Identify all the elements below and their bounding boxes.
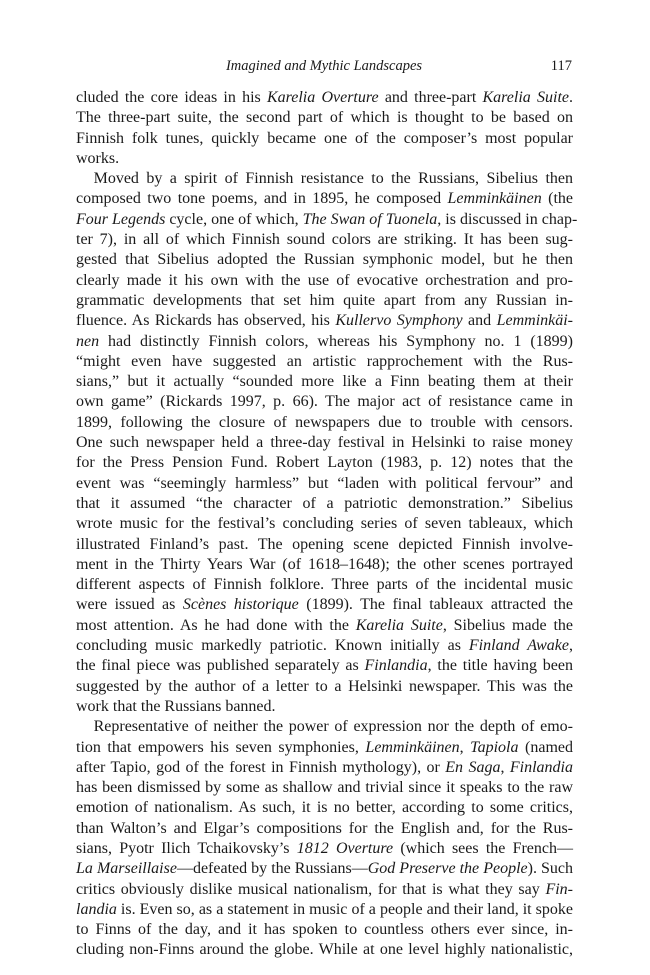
- text-run: (1899). The final tableaux attracted the: [298, 596, 574, 614]
- text-run: critics obviously dislike musical nationalism, for that is what they say: [76, 880, 546, 898]
- text-run: cluding non-Finns around the globe. While at one level highly nationalistic,: [76, 941, 573, 959]
- text-run: suggested by the author of a letter to a Helsinki newspaper. This was the: [76, 677, 573, 695]
- text-line: [76, 474, 573, 494]
- text-run: works.: [76, 149, 120, 167]
- text-run: Moved by a spirit of Finnish resistance to the Russians, Sibelius then: [93, 170, 573, 188]
- text-line: [76, 555, 573, 575]
- text-line: [76, 108, 573, 128]
- text-run: is. Even so, as a statement in music of a people and their land, it spoke: [116, 900, 573, 918]
- text-line: [76, 616, 573, 636]
- text-line: [76, 717, 573, 737]
- text-line: [76, 798, 573, 818]
- text-run: had distinctly Finnish colors, whereas his Symphony no. 1 (1899): [99, 332, 573, 350]
- text-run: 1899, following the closure of newspapers due to trouble with censors.: [76, 413, 573, 431]
- text-line: [76, 920, 573, 940]
- text-line: [76, 230, 573, 250]
- text-line: [76, 210, 578, 230]
- text-run: emotion of nationalism. As such, it is no better, according to some critics,: [76, 799, 573, 817]
- text-run: illustrated Finland’s past. The opening scene depicted Finnish involve-: [76, 535, 573, 553]
- italic-title: Karelia Suite: [482, 89, 569, 106]
- text-run: and: [462, 312, 497, 330]
- text-run: grammatic developments that set him quite apart from any Russian in-: [76, 291, 573, 309]
- text-run: concluding music markedly patriotic. Known initially as: [76, 637, 469, 655]
- text-run: ment in the Thirty Years War (of 1618–1648); the other scenes portrayed: [76, 555, 573, 573]
- italic-title: En Saga: [445, 758, 501, 776]
- text-run: different aspects of Finnish folklore. Three parts of the incidental music: [76, 576, 573, 594]
- running-head: [76, 56, 572, 76]
- text-run: after Tapio, god of the forest in Finnish mythology), or: [76, 758, 446, 776]
- text-run: ). Such: [527, 860, 574, 878]
- text-line: [76, 250, 573, 270]
- italic-title: The Swan of Tuonela: [302, 210, 438, 228]
- italic-title: landia: [76, 900, 117, 918]
- text-run: ,: [459, 738, 471, 756]
- italic-title: Finlandia: [364, 657, 428, 675]
- text-run: —defeated by the Russians—: [176, 860, 368, 878]
- text-run: that it assumed “the character of a patriotic demonstration.” Sibelius: [76, 494, 573, 512]
- text-line: [76, 433, 573, 453]
- text-run: , Sibelius made the: [442, 616, 573, 634]
- text-line: [76, 453, 573, 473]
- text-line: [76, 778, 573, 798]
- text-run: for the Press Pension Fund. Robert Layton (1983, p. 12) notes that the: [76, 454, 573, 472]
- italic-title: Karelia Suite: [355, 616, 443, 634]
- text-line: [76, 149, 573, 169]
- italic-title: La Marseillaise: [76, 860, 177, 878]
- text-line: [76, 392, 573, 412]
- body-text: [76, 88, 578, 961]
- text-run: than Walton’s and Elgar’s compositions for the English and, for the Rus-: [76, 819, 573, 837]
- text-run: clearly made it his own with the use of evocative orchestration and pro-: [76, 271, 573, 289]
- text-line: [76, 839, 573, 859]
- italic-title: Lemminkäinen: [447, 190, 542, 208]
- text-run: gested that Sibelius adopted the Russian symphonic model, but he then: [76, 251, 573, 269]
- text-line: [76, 332, 573, 352]
- italic-title: nen: [76, 332, 100, 350]
- text-line: [76, 697, 573, 717]
- text-line: [76, 291, 573, 311]
- text-run: ,: [569, 637, 573, 655]
- text-run: tion that empowers his seven symphonies,: [76, 738, 366, 756]
- text-run: to Finns of the day, and it has spoken to countless others ever since, in-: [76, 921, 573, 939]
- running-title: Imagined and Mythic Landscapes: [225, 58, 423, 74]
- text-run: The three-part suite, the second part of which is thought to be based on: [76, 109, 573, 127]
- text-run: event was “seemingly harmless” but “laden with political fervour” and: [76, 474, 573, 492]
- text-line: [76, 880, 573, 900]
- italic-title: Fin-: [545, 880, 573, 898]
- text-line: [76, 494, 573, 514]
- text-run: work that the Russians banned.: [76, 697, 276, 715]
- text-run: own game” (Rickards 1997, p. 66). The major act of resistance came in: [76, 393, 573, 411]
- text-line: [76, 859, 573, 879]
- text-line: [76, 88, 573, 108]
- italic-title: Finlandia: [509, 758, 573, 776]
- text-run: cluded the core ideas in his: [76, 89, 267, 106]
- text-run: , the title having been: [427, 657, 573, 675]
- italic-title: Karelia Overture: [266, 89, 379, 106]
- text-run: sians,” but it actually “sounded more like a Finn beating them at their: [76, 373, 573, 391]
- text-run: Finnish folk tunes, quickly became one of the composer’s most popular: [76, 129, 573, 147]
- text-line: [76, 819, 573, 839]
- text-run: , is discussed in chap-: [437, 210, 578, 228]
- text-run: cycle, one of which,: [165, 210, 303, 228]
- text-line: [76, 738, 573, 758]
- text-line: [76, 656, 573, 676]
- text-line: [76, 169, 573, 189]
- text-line: [76, 129, 573, 149]
- text-line: [76, 514, 573, 534]
- text-run: fluence. As Rickards has observed, his: [76, 312, 336, 330]
- text-line: [76, 758, 573, 778]
- text-line: [76, 352, 573, 372]
- text-run: (which sees the French—: [393, 839, 573, 857]
- text-line: [76, 413, 573, 433]
- text-line: [76, 575, 573, 595]
- italic-title: Kullervo Symphony: [335, 312, 463, 330]
- text-line: [76, 900, 573, 920]
- italic-title: God Preserve the People: [367, 860, 528, 878]
- text-line: [76, 271, 573, 291]
- text-run: were issued as: [76, 596, 183, 614]
- text-run: (the: [541, 190, 574, 208]
- text-line: [76, 677, 573, 697]
- text-line: [76, 940, 573, 960]
- text-run: One such newspaper held a three-day festival in Helsinki to raise money: [76, 434, 573, 452]
- italic-title: Four Legends: [76, 210, 166, 228]
- text-run: has been dismissed by some as shallow and trivial since it speaks to the raw: [76, 779, 573, 797]
- italic-title: Scènes historique: [182, 596, 299, 614]
- text-run: (named: [518, 738, 574, 756]
- text-run: the final piece was published separately as: [76, 657, 365, 675]
- text-run: wrote music for the festival’s concluding series of seven tableaux, which: [76, 515, 573, 533]
- text-run: and three-part: [378, 89, 483, 106]
- text-line: [76, 372, 573, 392]
- page-number: 117: [550, 58, 572, 74]
- text-run: sians, Pyotr Ilich Tchaikovsky’s: [76, 839, 297, 857]
- text-run: most attention. As he had done with the: [76, 616, 356, 634]
- italic-title: 1812 Overture: [296, 839, 394, 857]
- text-line: [76, 595, 573, 615]
- text-line: [76, 189, 573, 209]
- text-line: [76, 311, 573, 331]
- italic-title: Tapiola: [470, 738, 519, 756]
- text-run: ,: [500, 758, 510, 776]
- text-run: Representative of neither the power of expression nor the depth of emo-: [93, 718, 573, 736]
- text-run: ter 7), in all of which Finnish sound colors are striking. It has been sug-: [76, 231, 573, 249]
- italic-title: Lemminkäi-: [496, 312, 574, 330]
- text-line: [76, 535, 573, 555]
- text-run: .: [569, 89, 573, 106]
- italic-title: Lemminkäinen: [365, 738, 460, 756]
- text-run: “might even have suggested an artistic rapprochement with the Rus-: [76, 352, 573, 370]
- text-line: [76, 636, 573, 656]
- italic-title: Finland Awake: [468, 637, 569, 655]
- text-run: composed two tone poems, and in 1895, he composed: [76, 190, 448, 208]
